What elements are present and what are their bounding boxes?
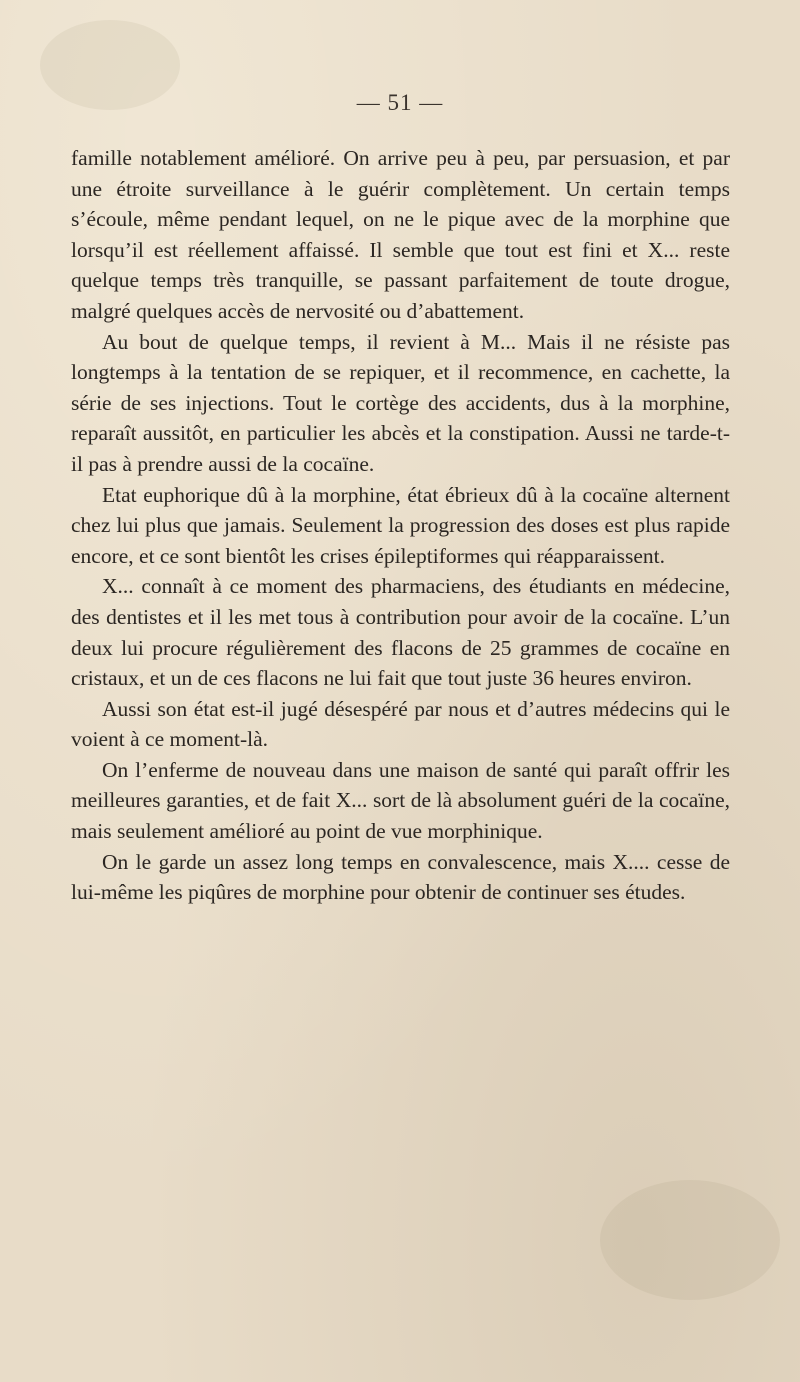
paper-stain bbox=[600, 1180, 780, 1300]
body-text bbox=[71, 143, 730, 908]
paragraph: Aussi son état est-il jugé désespéré par nous et d’autres médecins qui le voient à ce moment-là. bbox=[71, 696, 730, 752]
paragraph: X... connaît à ce moment des pharmaciens, des étudiants en médecine, des dentistes et il les met tous à contribution pour avoir de la cocaïne. L’un deux lui procure régulièrement des flacons de 25 grammes de cocaïne en cristaux, et un de ces flacons ne lui fait que tout juste 36 heures environ. bbox=[71, 574, 730, 691]
paragraph: Au bout de quelque temps, il revient à M... Mais il ne résiste pas longtemps à la tentation de se repiquer, et il recommence, en cachette, la série de ses injections. Tout le cortège des accidents, dus à la morphine, reparaît aussitôt, en particulier les abcès et la constipation. Aussi ne tarde-t-il pas à prendre aussi de la cocaïne. bbox=[71, 329, 730, 476]
paragraph: On l’enferme de nouveau dans une maison de santé qui paraît offrir les meilleures garanties, et de fait X... sort de là absolument guéri de la cocaïne, mais seulement amélioré au point de vue morphinique. bbox=[71, 757, 730, 844]
paragraph: famille notablement amélioré. On arrive peu à peu, par persuasion, et par une étroite surveillance à le guérir complètement. Un certain temps s’écoule, même pendant lequel, on ne le pique avec de la morphine que lorsqu’il est réellement affaissé. Il semble que tout est fini et X... reste quelque temps très tranquille, se passant parfaitement de toute drogue, malgré quelques accès de nervosité ou d’abattement. bbox=[71, 146, 730, 323]
paragraph: Etat euphorique dû à la morphine, état ébrieux dû à la cocaïne alternent chez lui plus que jamais. Seulement la progression des doses est plus rapide encore, et ce sont bientôt les crises épileptiformes qui réapparaissent. bbox=[71, 482, 730, 568]
page-number: — 51 — bbox=[356, 90, 444, 115]
paragraph: On le garde un assez long temps en convalescence, mais X.... cesse de lui-même les piqûres de morphine pour obtenir de continuer ses études. bbox=[71, 849, 730, 905]
